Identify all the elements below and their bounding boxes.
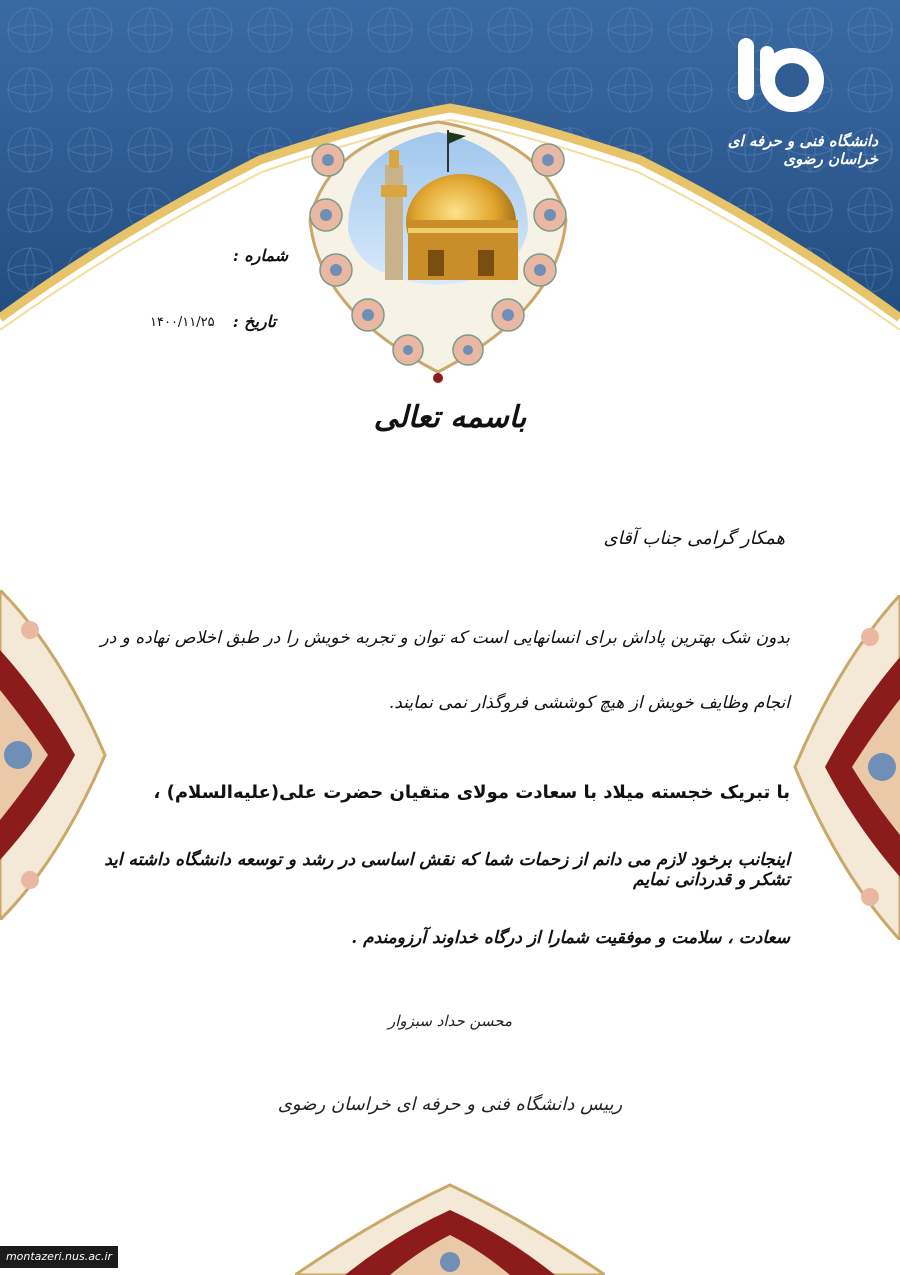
body-line-3: با تبریک خجسته میلاد با سعادت مولای متقیان حضرت علی(علیه‌السلام) ، (153, 782, 790, 803)
university-name: دانشگاه فنی و حرفه ای خراسان رضوی (727, 132, 878, 168)
body-line-4: اینجانب برخود لازم می دانم از زحمات شما که نقش اساسی در رشد و توسعه دانشگاه داشته اید تشکر و قدردانی نمایم (104, 850, 790, 890)
salutation: همکار گرامی جناب آقای (603, 528, 785, 549)
letter-date-value: ۱۴۰۰/۱۱/۲۵ (150, 315, 215, 330)
bottom-ornament-icon (295, 1180, 605, 1275)
letter-heading: باسمه تعالی (373, 400, 527, 435)
right-ornament-icon (790, 595, 900, 940)
source-watermark: montazeri.nus.ac.ir (0, 1246, 118, 1268)
signer-name: محسن حداد سبزوار (387, 1012, 513, 1030)
body-line-5: سعادت ، سلامت و موفقیت شمارا از درگاه خداوند آرزومندم . (351, 928, 790, 948)
letter-date-label: تاریخ : (232, 312, 276, 331)
body-line-2: انجام وظایف خویش از هیچ کوششی فروگذار نمی نمایند. (388, 693, 790, 713)
body-line-1: بدون شک بهترین پاداش برای انسانهایی است که توان و تجربه خویش را در طبق اخلاص نهاده و در (100, 628, 790, 648)
signer-title: رییس دانشگاه فنی و حرفه ای خراسان رضوی (277, 1094, 623, 1115)
left-ornament-icon (0, 590, 110, 920)
university-logo-icon (720, 32, 830, 127)
shrine-medallion (288, 110, 588, 385)
letter-number-label: شماره : (232, 246, 288, 265)
